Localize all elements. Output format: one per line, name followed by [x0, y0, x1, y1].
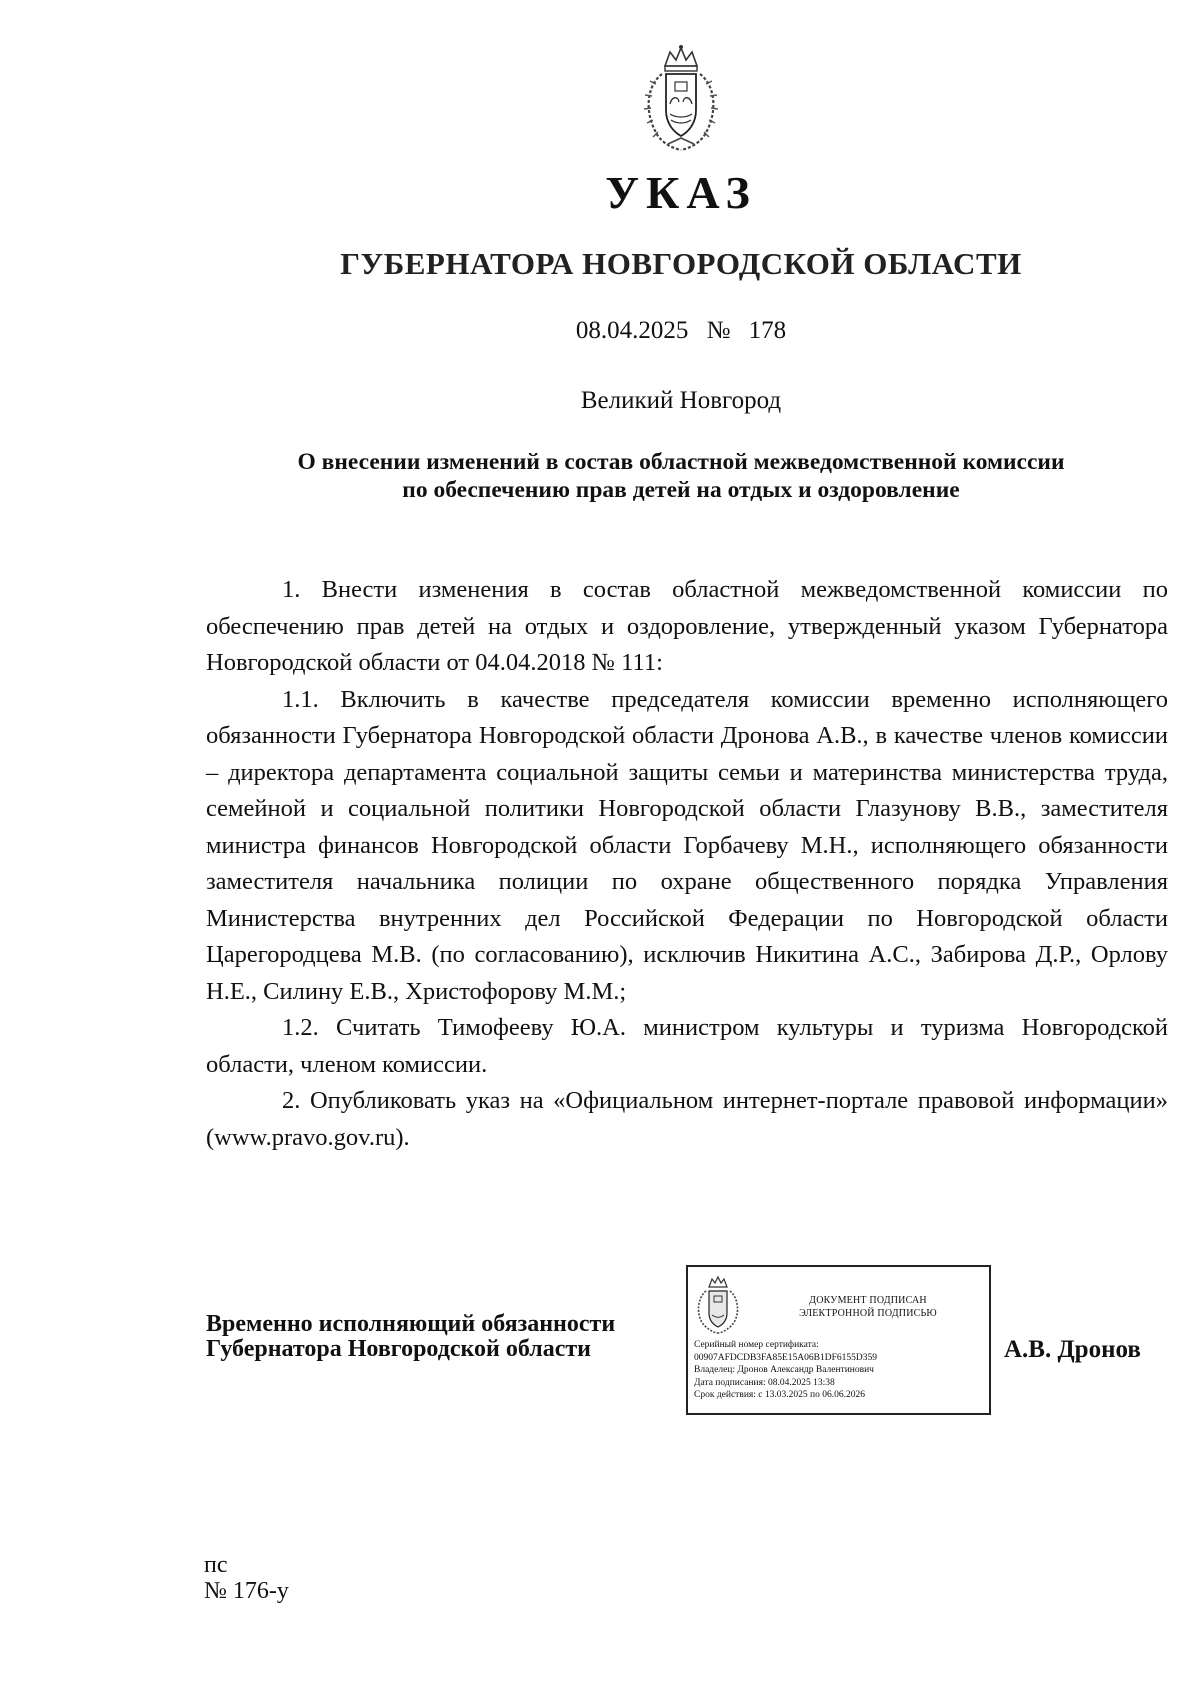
stamp-validity: Срок действия: с 13.03.2025 по 06.06.2026 [694, 1390, 865, 1400]
paragraph-1-2: 1.2. Считать Тимофееву Ю.А. министром культуры и туризма Новгородской области, членом комиссии. [206, 1014, 1168, 1078]
stamp-signed-date: Дата подписания: 08.04.2025 13:38 [694, 1377, 835, 1388]
coat-of-arms-emblem [640, 44, 722, 152]
stamp-emblem-icon [694, 1275, 742, 1335]
heading-line-1: О внесении изменений в состав областной межведомственной комиссии [297, 449, 1065, 475]
signatory-title-line-1: Временно исполняющий обязанности [206, 1311, 616, 1337]
document-city: Великий Новгород [580, 387, 782, 414]
document-subtitle: ГУБЕРНАТОРА НОВГОРОДСКОЙ ОБЛАСТИ [340, 246, 1022, 281]
document-body [206, 572, 1168, 1156]
paragraph-2: 2. Опубликовать указ на «Официальном интернет-портале правовой информации» (www.pravo.gov.ru). [206, 1087, 1168, 1151]
stamp-heading-line-1: ДОКУМЕНТ ПОДПИСАН [809, 1295, 927, 1306]
stamp-serial: 00907AFDCDB3FA85E15A06B1DF6155D359 [694, 1352, 877, 1363]
date-number-line [0, 318, 1200, 343]
paragraph-1-1: 1.1. Включить в качестве председателя комиссии временно исполняющего обязанности Губернатора Новгородской области Дронова А.В., в качестве членов комиссии – директора департамента социальной защиты семьи и материнства министерства труда, семейной и социальной политики Новгородской области Глазунову В.В., заместителя министра финансов Новгородской области Горбачеву М.Н., исполняющего обязанности заместителя начальника полиции по охране общественного порядка Управления Министерства внутренних дел Российской Федерации по Новгородской области Царегородцева М.В. (по согласованию), исключив Никитина А.С., Забирова Д.Р., Орлову Н.Е., Силину Е.В., Христофорову М.М.; [206, 685, 1168, 1005]
stamp-details [694, 1339, 983, 1402]
document-number: 178 [748, 317, 787, 344]
electronic-signature-stamp [686, 1265, 991, 1415]
signatory-title-line-2: Губернатора Новгородской области [206, 1336, 592, 1362]
footer-code [204, 1552, 289, 1604]
stamp-owner: Владелец: Дронов Александр Валентинович [694, 1365, 874, 1375]
document-title: УКАЗ [605, 167, 757, 218]
stamp-serial-label: Серийный номер сертификата: [694, 1340, 819, 1350]
footer-code-line-1: пс [204, 1552, 228, 1578]
heading-line-2: по обеспечению прав детей на отдых и оздоровление [402, 477, 960, 503]
signatory-name: А.В. Дронов [1004, 1336, 1141, 1363]
stamp-heading [748, 1294, 988, 1320]
document-date: 08.04.2025 [575, 317, 689, 344]
number-sign: № [706, 317, 731, 344]
paragraph-1: 1. Внести изменения в состав областной межведомственной комиссии по обеспечению прав детей на отдых и оздоровление, утвержденный указом Губернатора Новгородской области от 04.04.2018 № 111: [206, 576, 1168, 676]
stamp-heading-line-2: ЭЛЕКТРОННОЙ ПОДПИСЬЮ [799, 1308, 937, 1319]
signatory-title [206, 1312, 615, 1362]
document-heading [0, 448, 1200, 504]
footer-code-line-2: № 176-у [204, 1578, 289, 1604]
